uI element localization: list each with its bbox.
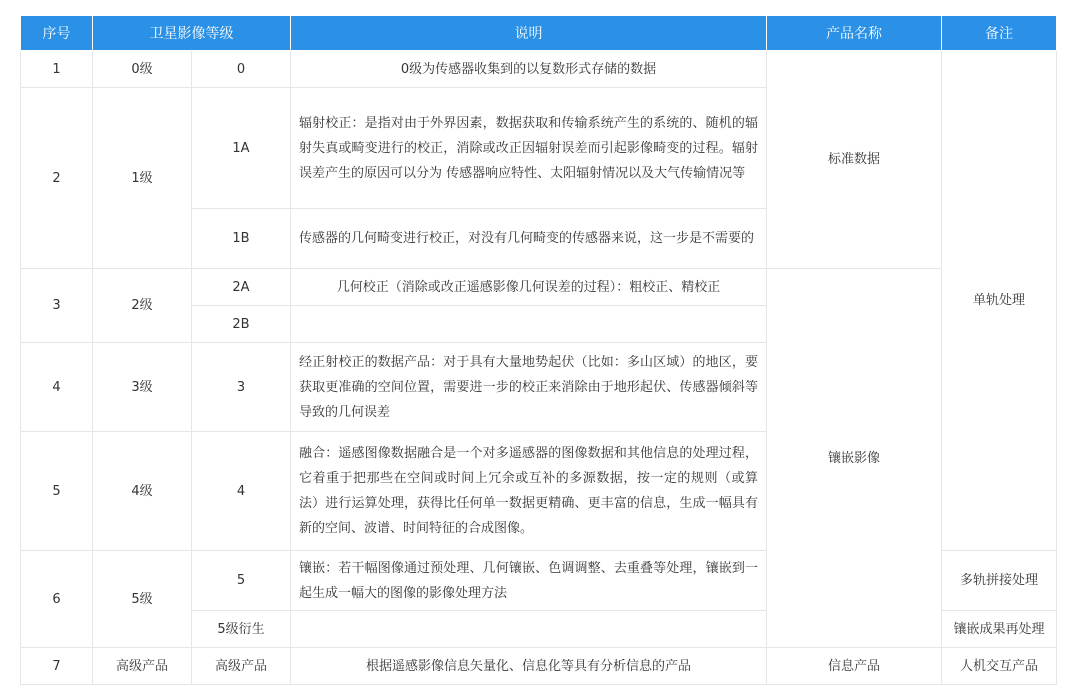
cell-seq: 5 <box>21 432 93 551</box>
cell-sublevel: 3 <box>192 343 291 432</box>
satellite-level-table <box>20 15 1057 685</box>
cell-desc <box>291 611 767 648</box>
cell-desc: 融合：遥感图像数据融合是一个对多遥感器的图像数据和其他信息的处理过程，它着重于把那些在空间或时间上冗余或互补的多源数据，按一定的规则（或算法）进行运算处理，获得比任何单一数据更精确、更丰富的信息，生成一幅具有新的空间、波谱、时间特征的合成图像。 <box>291 432 767 551</box>
cell-seq: 3 <box>21 269 93 343</box>
cell-desc: 几何校正（消除或改正遥感影像几何误差的过程）：粗校正、精校正 <box>291 269 767 306</box>
cell-seq: 4 <box>21 343 93 432</box>
cell-product-mosaic: 镶嵌影像 <box>767 269 942 648</box>
cell-level: 5级 <box>93 551 192 648</box>
cell-seq: 2 <box>21 88 93 269</box>
cell-sublevel: 1A <box>192 88 291 209</box>
table-row <box>21 648 1057 685</box>
cell-sublevel: 5 <box>192 551 291 611</box>
table-header-row <box>21 16 1057 51</box>
header-note: 备注 <box>942 16 1057 51</box>
cell-sublevel: 高级产品 <box>192 648 291 685</box>
cell-sublevel: 2B <box>192 306 291 343</box>
cell-note-multi: 多轨拼接处理 <box>942 551 1057 611</box>
cell-sublevel: 2A <box>192 269 291 306</box>
cell-product-info: 信息产品 <box>767 648 942 685</box>
cell-level: 0级 <box>93 51 192 88</box>
cell-level: 高级产品 <box>93 648 192 685</box>
cell-level: 2级 <box>93 269 192 343</box>
cell-note-interactive: 人机交互产品 <box>942 648 1057 685</box>
cell-note-single: 单轨处理 <box>942 51 1057 551</box>
header-level: 卫星影像等级 <box>93 16 291 51</box>
cell-seq: 6 <box>21 551 93 648</box>
header-desc: 说明 <box>291 16 767 51</box>
cell-level: 1级 <box>93 88 192 269</box>
header-seq: 序号 <box>21 16 93 51</box>
cell-note-reprocess: 镶嵌成果再处理 <box>942 611 1057 648</box>
cell-desc <box>291 306 767 343</box>
cell-sublevel: 5级衍生 <box>192 611 291 648</box>
cell-level: 4级 <box>93 432 192 551</box>
cell-desc: 传感器的几何畸变进行校正，对没有几何畸变的传感器来说，这一步是不需要的 <box>291 209 767 269</box>
cell-sublevel: 1B <box>192 209 291 269</box>
cell-desc: 辐射校正：是指对由于外界因素，数据获取和传输系统产生的系统的、随机的辐射失真或畸变进行的校正，消除或改正因辐射误差而引起影像畸变的过程。辐射误差产生的原因可以分为 传感器响应特性、太阳辐射情况以及大气传输情况等 <box>291 88 767 209</box>
table-row <box>21 51 1057 88</box>
cell-seq: 7 <box>21 648 93 685</box>
cell-product-standard: 标准数据 <box>767 51 942 269</box>
cell-desc: 根据遥感影像信息矢量化、信息化等具有分析信息的产品 <box>291 648 767 685</box>
header-product: 产品名称 <box>767 16 942 51</box>
cell-desc: 0级为传感器收集到的以复数形式存储的数据 <box>291 51 767 88</box>
cell-level: 3级 <box>93 343 192 432</box>
table-row <box>21 269 1057 306</box>
cell-seq: 1 <box>21 51 93 88</box>
cell-sublevel: 0 <box>192 51 291 88</box>
cell-desc: 镶嵌：若干幅图像通过预处理、几何镶嵌、色调调整、去重叠等处理，镶嵌到一起生成一幅大的图像的影像处理方法 <box>291 551 767 611</box>
cell-sublevel: 4 <box>192 432 291 551</box>
cell-desc: 经正射校正的数据产品：对于具有大量地势起伏（比如：多山区域）的地区，要获取更准确的空间位置，需要进一步的校正来消除由于地形起伏、传感器倾斜等导致的几何误差 <box>291 343 767 432</box>
